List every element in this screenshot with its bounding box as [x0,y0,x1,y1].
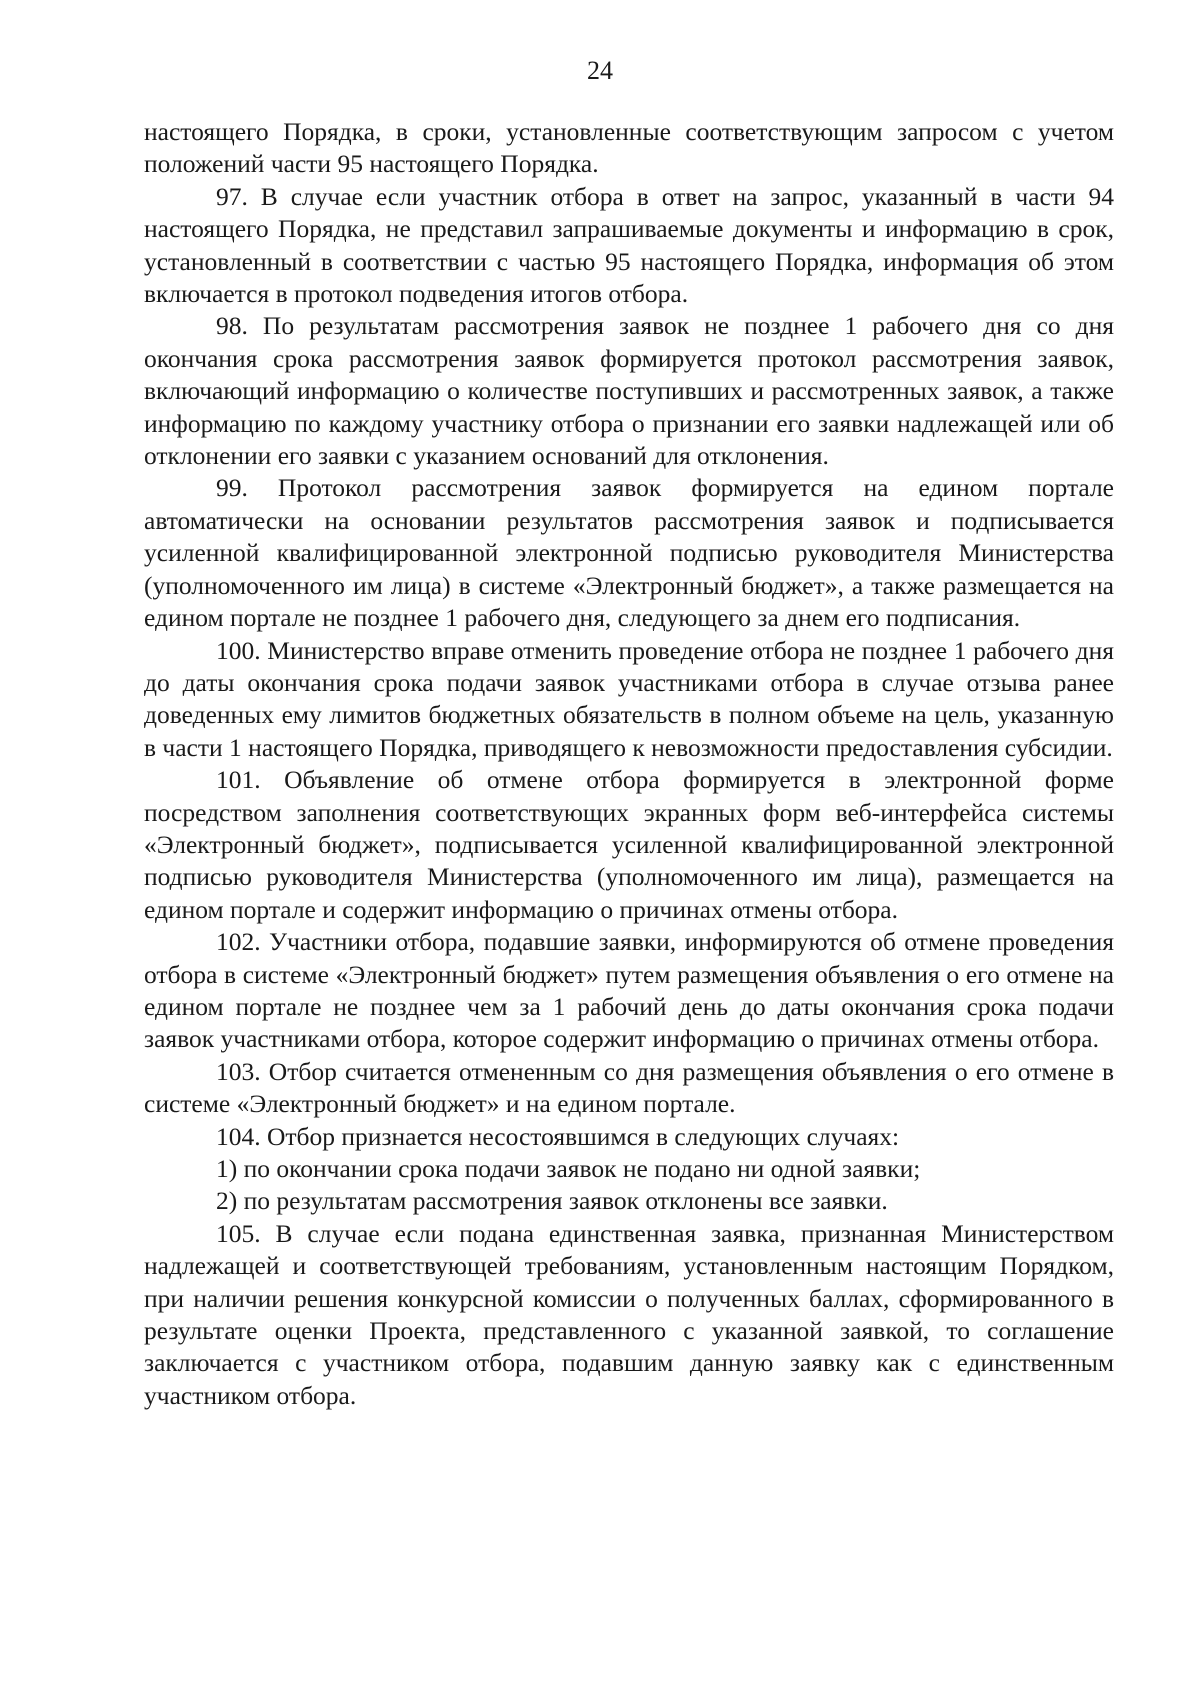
paragraph-104: 104. Отбор признается несостоявшимся в следующих случаях: [216,1121,900,1151]
paragraph-103: 103. Отбор считается отмененным со дня размещения объявления о его отмене в системе «Электронный бюджет» и на едином портале. [144,1056,1114,1119]
page-number: 24 [587,56,613,85]
paragraph-98: 98. По результатам рассмотрения заявок не позднее 1 рабочего дня со дня окончания срока рассмотрения заявок формируется протокол рассмотрения заявок, включающий информацию о количестве поступивших и рассмотренных заявок, а также информацию по каждому участнику отбора о признании его заявки надлежащей или об отклонении его заявки с указанием оснований для отклонения. [144,311,1114,471]
paragraph-continuation: настоящего Порядка, в сроки, установленные соответствующим запросом с учетом положений части 95 настоящего Порядка. [144,117,1114,179]
list-item-1: 1) по окончании срока подачи заявок не подано ни одной заявки; [216,1154,921,1183]
paragraph-100: 100. Министерство вправе отменить проведение отбора не позднее 1 рабочего дня до даты окончания срока подачи заявок участниками отбора в случае отзыва ранее доведенных ему лимитов бюджетных обязательств в полном объеме на цель, указанную в части 1 настоящего Порядка, приводящего к невозможности предоставления субсидии. [144,635,1114,762]
paragraph-102: 102. Участники отбора, подавшие заявки, информируются об отмене проведения отбора в системе «Электронный бюджет» путем размещения объявления о его отмене на едином портале не позднее чем за 1 рабочий день до даты окончания срока подачи заявок участниками отбора, которое содержит информацию о причинах отмены отбора. [144,927,1114,1054]
list-item-2: 2) по результатам рассмотрения заявок отклонены все заявки. [216,1186,888,1216]
document-body [144,116,1114,1412]
paragraph-99: 99. Протокол рассмотрения заявок формируется на едином портале автоматически на основании результатов рассмотрения заявок и подписывается усиленной квалифицированной электронной подписью руководителя Министерства (уполномоченного им лица) в системе «Электронный бюджет», а также размещается на едином портале не позднее 1 рабочего дня, следующего за днем его подписания. [144,473,1114,633]
paragraph-97: 97. В случае если участник отбора в ответ на запрос, указанный в части 94 настоящего Порядка, не представил запрашиваемые документы и информацию в срок, установленный в соответствии с частью 95 настоящего Порядка, информация об этом включается в протокол подведения итогов отбора. [144,181,1114,309]
paragraph-105: 105. В случае если подана единственная заявка, признанная Министерством надлежащей и соответствующей требованиям, установленным настоящим Порядком, при наличии решения конкурсной комиссии о полученных баллах, сформированного в результате оценки Проекта, представленного с указанной заявкой, то соглашение заключается с участником отбора, подавшим данную заявку как с единственным участником отбора. [144,1218,1114,1410]
paragraph-101: 101. Объявление об отмене отбора формируется в электронной форме посредством заполнения соответствующих экранных форм веб-интерфейса системы «Электронный бюджет», подписывается усиленной квалифицированной электронной подписью руководителя Министерства (уполномоченного им лица), размещается на едином портале и содержит информацию о причинах отмены отбора. [144,765,1114,924]
